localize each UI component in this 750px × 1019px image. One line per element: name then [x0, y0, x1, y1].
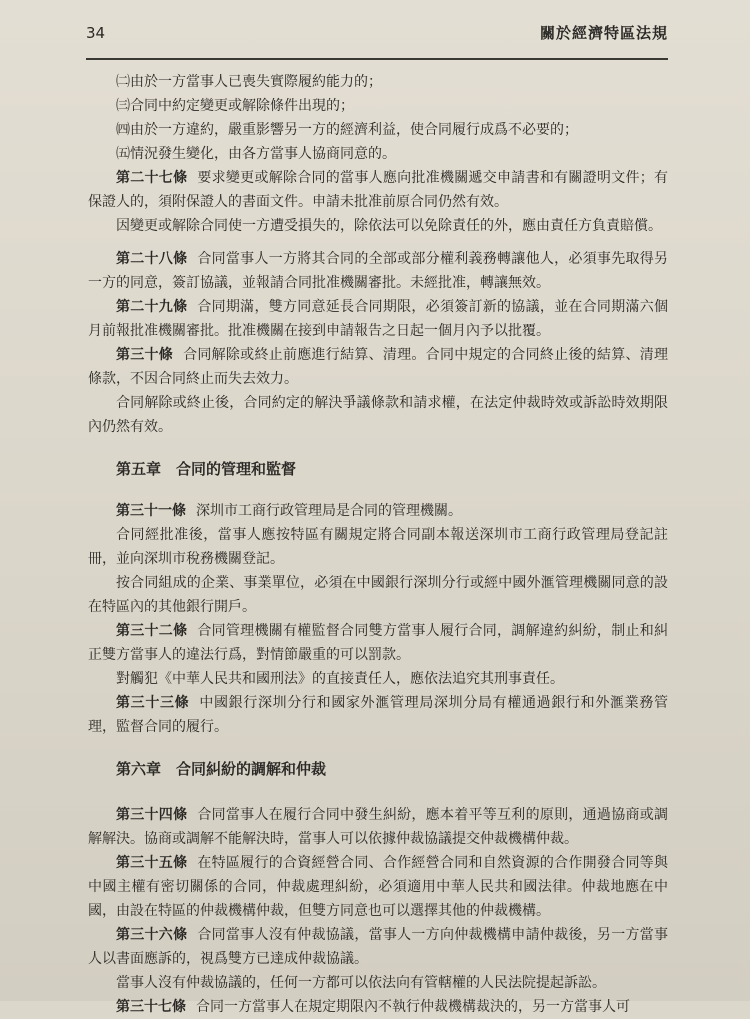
running-title: 關於經濟特區法規 [539, 24, 668, 42]
article-35 [88, 851, 668, 923]
article-37 [88, 995, 668, 1019]
article-33 [88, 691, 668, 739]
article-28 [88, 247, 668, 295]
paragraph: 按合同組成的企業、事業單位，必須在中國銀行深圳分行或經中國外滙管理機關同意的設在特區內的其他銀行開戶。 [88, 575, 668, 615]
article-text: 合同管理機關有權監督合同雙方當事人履行合同，調解違約糾紛，制止和糾正雙方當事人的違法行爲，對情節嚴重的可以罰款。 [88, 623, 669, 663]
article-text: 合同當事人沒有仲裁協議，當事人一方向仲裁機構申請仲裁後，另一方當事人以書面應訴的，視爲雙方已達成仲裁協議。 [88, 927, 669, 967]
paragraph: 合同解除或終止後，合同約定的解決爭議條款和請求權，在法定仲裁時效或訴訟時效期限內仍然有效。 [88, 395, 668, 435]
article-label: 第二十七條 [116, 170, 188, 186]
article-31 [88, 499, 668, 523]
article-36 [88, 923, 668, 971]
chapter-heading: 第五章 合同的管理和監督 [116, 460, 297, 478]
paragraph: 合同經批准後，當事人應按特區有關規定將合同副本報送深圳市工商行政管理局登記註冊，並向深圳市稅務機關登記。 [88, 527, 668, 567]
article-text: 深圳市工商行政管理局是合同的管理機關。 [196, 503, 462, 519]
page-header [86, 18, 668, 44]
article-text: 合同解除或終止前應進行結算、清理。合同中規定的合同終止後的結算、清理條款，不因合同終止而失去效力。 [88, 347, 669, 387]
article-label: 第三十六條 [116, 927, 188, 943]
article-text: 合同期滿，雙方同意延長合同期限，必須簽訂新的協議，並在合同期滿六個月前報批准機關審批。批准機關在接到申請報告之日起一個月內予以批覆。 [88, 299, 669, 339]
article-text: 在特區履行的合資經營合同、合作經營合同和自然資源的合作開發合同等與中國主權有密切關係的合同，仲裁處理糾紛，必須適用中華人民共和國法律。仲裁地應在中國，由設在特區的仲裁機構仲裁，但雙方同意也可以選擇其他的仲裁機構。 [88, 855, 669, 919]
article-label: 第二十八條 [116, 251, 188, 267]
list-item: ㈡由於一方當事人已喪失實際履約能力的； [116, 74, 382, 90]
article-30 [88, 343, 668, 391]
article-34 [88, 803, 668, 851]
article-label: 第三十條 [116, 347, 174, 363]
header-rule [86, 58, 668, 60]
article-text: 合同當事人一方將其合同的全部或部分權利義務轉讓他人，必須事先取得另一方的同意，簽訂協議，並報請合同批准機關審批。未經批准，轉讓無效。 [88, 251, 669, 291]
article-32 [88, 619, 668, 667]
list-item: ㈤情況發生變化，由各方當事人協商同意的。 [116, 146, 396, 162]
chapter-heading: 第六章 合同糾紛的調解和仲裁 [116, 760, 327, 778]
article-text: 中國銀行深圳分行和國家外滙管理局深圳分局有權通過銀行和外滙業務管理，監督合同的履行。 [88, 695, 669, 735]
article-text: 合同一方當事人在規定期限內不執行仲裁機構裁決的，另一方當事人可 [196, 999, 630, 1015]
paragraph: 因變更或解除合同使一方遭受損失的，除依法可以免除責任的外，應由責任方負責賠償。 [116, 218, 662, 234]
article-label: 第三十四條 [116, 807, 188, 823]
list-item: ㈢合同中約定變更或解除條件出現的； [116, 98, 354, 114]
list-item: ㈣由於一方違約，嚴重影響另一方的經濟利益，使合同履行成爲不必要的； [116, 122, 578, 138]
article-label: 第三十一條 [116, 503, 186, 519]
page-number: 34 [86, 24, 106, 42]
paragraph: 當事人沒有仲裁協議的，任何一方都可以依法向有管轄權的人民法院提起訴訟。 [116, 975, 606, 991]
page-body [88, 70, 668, 1019]
article-label: 第三十二條 [116, 623, 188, 639]
article-27 [88, 166, 668, 214]
article-label: 第三十三條 [116, 695, 190, 711]
article-text: 合同當事人在履行合同中發生糾紛，應本着平等互利的原則，通過協商或調解解決。協商或調解不能解決時，當事人可以依據仲裁協議提交仲裁機構仲裁。 [88, 807, 669, 847]
article-29 [88, 295, 668, 343]
article-label: 第二十九條 [116, 299, 188, 315]
article-text: 要求變更或解除合同的當事人應向批准機關遞交申請書和有關證明文件；有保證人的，須附保證人的書面文件。申請未批准前原合同仍然有效。 [88, 170, 669, 210]
article-label: 第三十七條 [116, 999, 186, 1015]
article-label: 第三十五條 [116, 855, 188, 871]
paragraph: 對觸犯《中華人民共和國刑法》的直接責任人，應依法追究其刑事責任。 [116, 671, 564, 687]
